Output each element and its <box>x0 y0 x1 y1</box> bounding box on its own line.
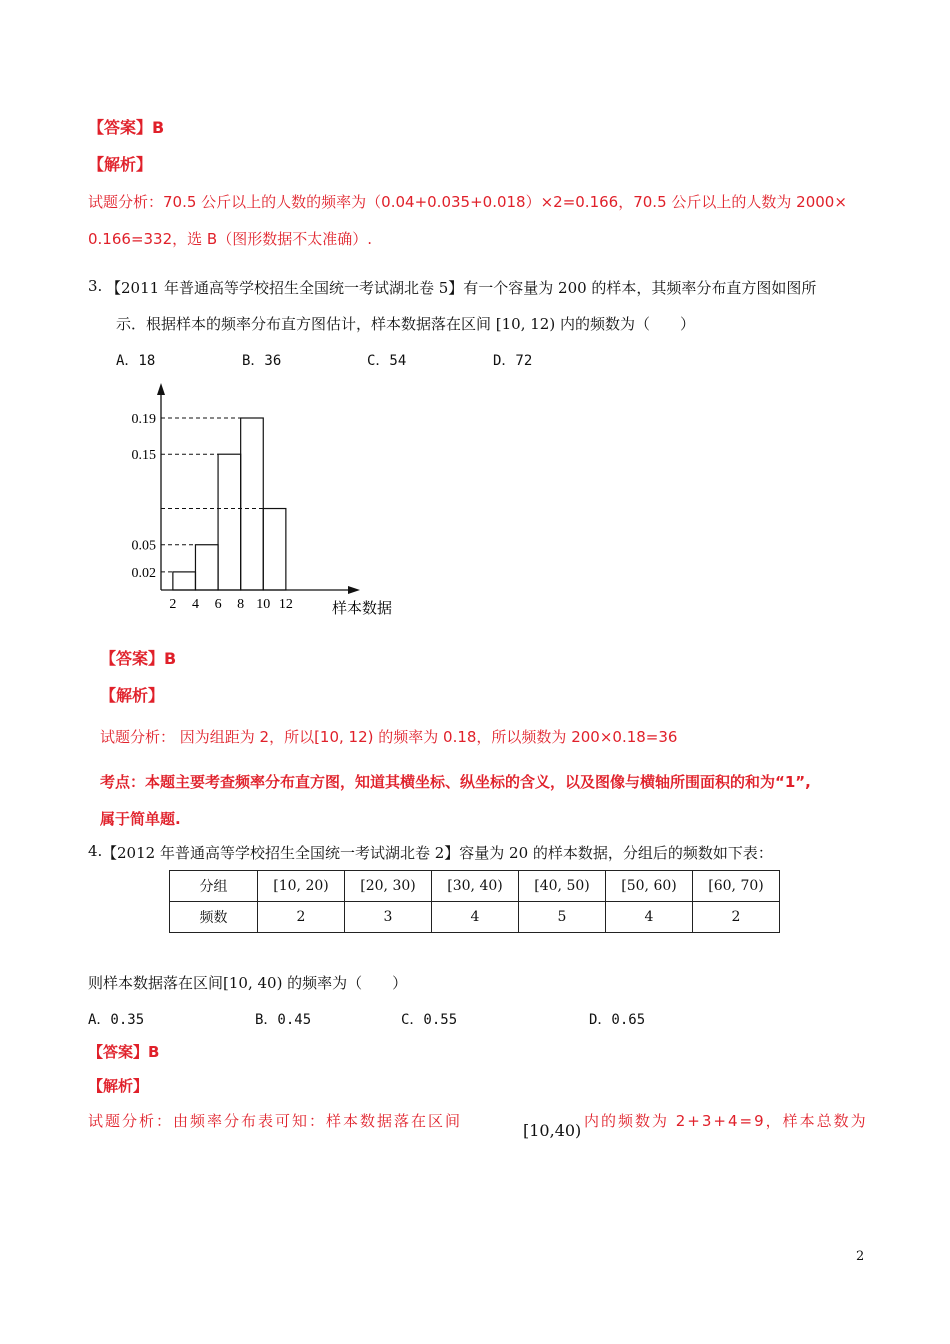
table-row <box>170 902 780 933</box>
q4-option-a: A．0.35 <box>88 1012 145 1028</box>
y-tick-label: 0.05 <box>131 538 156 554</box>
q4-analysis-interval: [10,40) <box>523 1121 582 1140</box>
histogram-bar <box>263 509 286 590</box>
table-cell: [30, 40) <box>432 871 519 902</box>
x-tick-label: 12 <box>278 597 293 612</box>
table-cell: [40, 50) <box>519 871 606 902</box>
q2-analysis-label: 【解析】 <box>88 155 153 174</box>
table-cell: 3 <box>345 902 432 933</box>
x-tick-label: 10 <box>256 597 271 612</box>
histogram-bar <box>195 545 218 590</box>
q3-option-a: A．18 <box>116 353 156 369</box>
q3-option-b: B．36 <box>242 353 282 369</box>
q2-analysis-line1: 试题分析：70.5 公斤以上的人数的频率为（0.04+0.035+0.018）×2=0.166，70.5 公斤以上的人数为 2000× <box>88 193 847 211</box>
y-axis-arrow <box>157 383 165 395</box>
q2-analysis-line2: 0.166=332，选 B（图形数据不太准确）. <box>88 230 372 248</box>
y-tick-label: 0.15 <box>131 448 156 464</box>
x-tick-label: 2 <box>169 597 177 612</box>
q3-kaodian-line1: 考点：本题主要考查频率分布直方图，知道其横坐标、纵坐标的含义，以及图像与横轴所围面积的和为“1”, <box>100 773 811 791</box>
histogram-bar <box>241 418 264 590</box>
q4-question: 则样本数据落在区间[10, 40) 的频率为（ ） <box>88 974 408 992</box>
q3-option-c: C．54 <box>367 353 407 369</box>
q4-option-b: B．0.45 <box>255 1012 312 1028</box>
q4-option-c: C．0.55 <box>401 1012 458 1028</box>
q2-answer: 【答案】B <box>88 118 165 137</box>
table-cell: [10, 20) <box>258 871 345 902</box>
q4-answer: 【答案】B <box>88 1043 160 1061</box>
q4-stem: 【2012 年普通高等学校招生全国统一考试湖北卷 2】容量为 20 的样本数据，分组后的频数如下表： <box>102 844 773 862</box>
q4-analysis-label: 【解析】 <box>88 1077 149 1095</box>
table-cell: 4 <box>432 902 519 933</box>
frequency-table <box>169 870 780 933</box>
page-number: 2 <box>856 1249 865 1264</box>
x-axis-arrow <box>348 586 360 594</box>
q3-analysis-label: 【解析】 <box>100 686 165 705</box>
q3-option-d: D．72 <box>493 353 533 369</box>
table-cell: [60, 70) <box>693 871 780 902</box>
histogram-chart <box>110 375 430 625</box>
table-cell: 频数 <box>170 902 258 933</box>
q3-analysis: 试题分析： 因为组距为 2，所以[10, 12) 的频率为 0.18，所以频数为 200×0.18=36 <box>100 728 678 746</box>
table-cell: 4 <box>606 902 693 933</box>
table-row <box>170 871 780 902</box>
q3-answer: 【答案】B <box>100 649 177 668</box>
q3-stem-line1: 【2011 年普通高等学校招生全国统一考试湖北卷 5】有一个容量为 200 的样本，其频率分布直方图如图所 <box>106 279 817 297</box>
table-cell: 分组 <box>170 871 258 902</box>
q4-analysis-part2: 内的频数为 2+3+4=9，样本总数为 <box>584 1112 868 1130</box>
x-tick-label: 8 <box>237 597 245 612</box>
x-tick-label: 4 <box>191 597 199 612</box>
table-cell: 2 <box>693 902 780 933</box>
table-cell: [50, 60) <box>606 871 693 902</box>
x-axis-title: 样本数据 <box>332 601 393 617</box>
table-cell: [20, 30) <box>345 871 432 902</box>
q3-number: 3. <box>88 277 103 295</box>
table-cell: 2 <box>258 902 345 933</box>
y-tick-label: 0.02 <box>131 565 156 581</box>
histogram-bar <box>173 572 196 590</box>
y-tick-label: 0.19 <box>131 412 156 427</box>
q4-option-d: D．0.65 <box>589 1012 646 1028</box>
q3-stem-line2: 示．根据样本的频率分布直方图估计，样本数据落在区间 [10, 12) 内的频数为（ ） <box>116 315 695 333</box>
table-cell: 5 <box>519 902 606 933</box>
q3-kaodian-line2: 属于简单题. <box>100 810 181 828</box>
q4-number: 4. <box>88 842 103 860</box>
histogram-bar <box>218 454 241 590</box>
x-tick-label: 6 <box>214 597 222 612</box>
q4-analysis-part1: 试题分析：由频率分布表可知：样本数据落在区间 <box>88 1112 463 1130</box>
